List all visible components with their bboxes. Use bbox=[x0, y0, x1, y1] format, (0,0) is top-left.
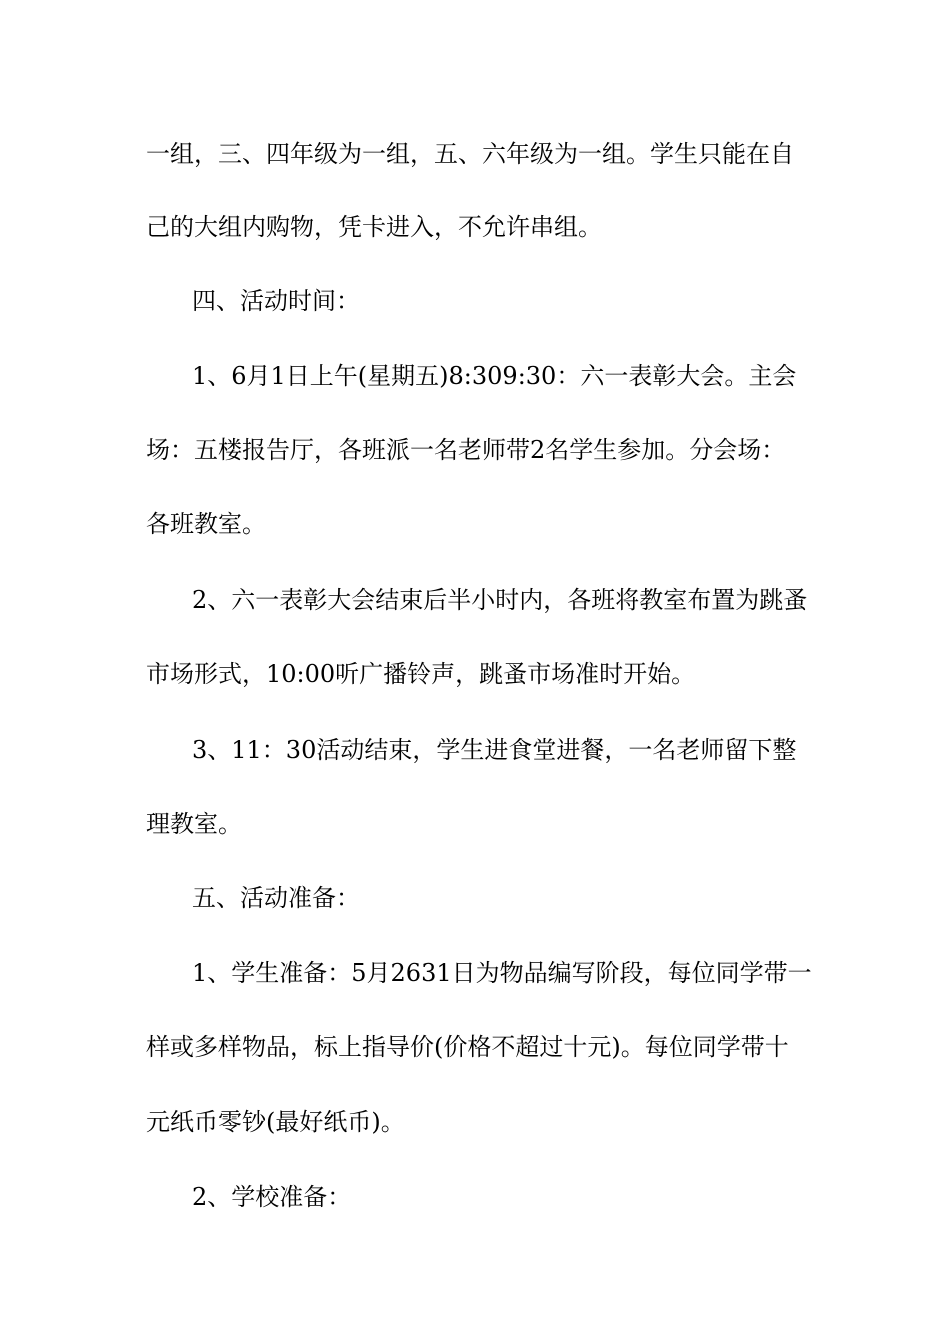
paragraph-line: 样或多样物品，标上指导价(价格不超过十元)。每位同学带十 bbox=[146, 1033, 789, 1061]
paragraph-line: 1、学生准备：5月2631日为物品编写阶段，每位同学带一 bbox=[192, 959, 812, 987]
section-heading: 五、活动准备： bbox=[192, 884, 360, 912]
paragraph-line: 2、学校准备： bbox=[192, 1183, 352, 1211]
paragraph-line: 3、11：30活动结束，学生进食堂进餐，一名老师留下整 bbox=[192, 736, 797, 764]
paragraph-line: 元纸币零钞(最好纸币)。 bbox=[146, 1108, 405, 1136]
paragraph-line: 理教室。 bbox=[146, 810, 242, 838]
paragraph-line: 市场形式，10:00听广播铃声，跳蚤市场准时开始。 bbox=[146, 660, 696, 688]
paragraph-line: 各班教室。 bbox=[146, 510, 266, 538]
paragraph-line: 1、6月1日上午(星期五)8:309:30：六一表彰大会。主会 bbox=[192, 362, 797, 390]
paragraph-line: 场：五楼报告厅，各班派一名老师带2名学生参加。分会场： bbox=[146, 436, 786, 464]
paragraph-line: 己的大组内购物，凭卡进入，不允许串组。 bbox=[146, 213, 602, 241]
paragraph-line: 一组，三、四年级为一组，五、六年级为一组。学生只能在自 bbox=[146, 140, 794, 168]
paragraph-line: 2、六一表彰大会结束后半小时内，各班将教室布置为跳蚤 bbox=[192, 586, 808, 614]
section-heading: 四、活动时间： bbox=[192, 287, 360, 315]
